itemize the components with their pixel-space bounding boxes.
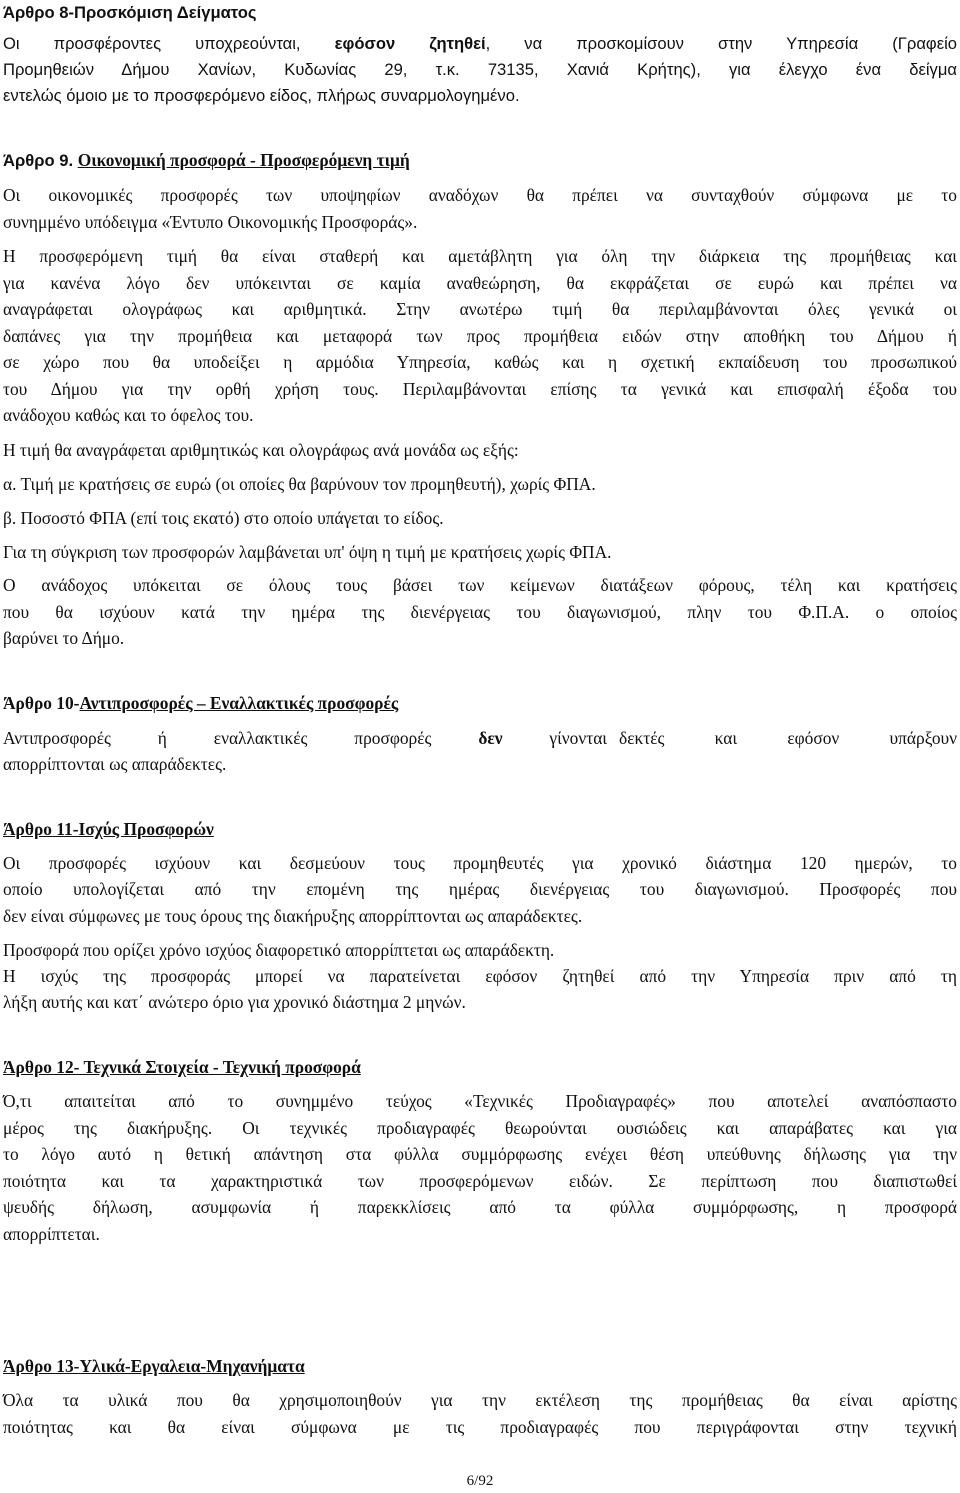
article-10-line-1 [3,726,957,750]
article-12-p1-line: μέρος της διακήρυξης. Οι τεχνικές προδιαγραφές θεωρούνται ουσιώδεις και απαράβατες και για [3,1118,957,1138]
article-10-line-2: απορρίπτονται ως απαράδεκτες. [3,754,227,774]
article-11-p3-line: λήξη αυτής και κατ΄ ανώτερο όριο για χρονικό διάστημα 2 μηνών. [3,992,466,1012]
article-9-p2-line: για κανένα λόγο δεν υπόκεινται σε καμία αναθεώρηση, θα εκφράζεται σε ευρώ και πρέπει να [3,273,957,293]
article-13-p1-line: Όλα τα υλικά που θα χρησιμοποιηθούν για την εκτέλεση της προμήθειας θα είναι αρίστης [3,1390,957,1410]
article-9-title-number: Άρθρο 9. [3,151,78,170]
article-8-line-2: Προμηθειών Δήμου Χανίων, Κυδωνίας 29, τ.κ. 73135, Χανιά Κρήτης), για έλεγχο ένα δείγμα [3,60,957,79]
article-8-title: Άρθρο 8-Προσκόμιση Δείγματος [3,3,257,22]
article-11-title: Άρθρο 11-Ισχύς Προσφορών [3,819,214,839]
article-12-title: Άρθρο 12- Τεχνικά Στοιχεία - Τεχνική προσφορά [3,1057,361,1077]
article-13-title: Άρθρο 13-Υλικά-Εργαλεια-Μηχανήματα [3,1356,305,1376]
article-11-p3-line: Η ισχύς της προσφοράς μπορεί να παρατείνεται εφόσον ζητηθεί από την Υπηρεσία πριν από τη [3,966,957,986]
article-9-p7-line: που θα ισχύουν κατά την ημέρα της διενέργειας του διαγωνισμού, πλην του Φ.Π.Α. ο οποίος [3,602,957,622]
article-11-p1-line: δεν είναι σύμφωνες με τους όρους της διακήρυξης απορρίπτονται ως απαράδεκτες. [3,906,583,926]
article-9-p2-line: ανάδοχου καθώς και το όφελος του. [3,405,254,425]
article-9-p7-line: βαρύνει το Δήμο. [3,628,125,648]
article-12-p1-line: απορρίπτεται. [3,1224,100,1244]
article-10-title-text: Αντιπροσφορές – Εναλλακτικές προσφορές [79,693,399,713]
page-number: 6/92 [466,1473,494,1489]
article-9-p6: Για τη σύγκριση των προσφορών λαμβάνεται υπ' όψη η τιμή με κρατήσεις χωρίς ΦΠΑ. [3,542,612,562]
article-9-title-text: Οικονομική προσφορά - Προσφερόμενη τιμή [77,150,410,170]
article-9-p2-line: του Δήμου για την ορθή χρήση τους. Περιλαμβάνονται επίσης τα γενικά και επισφαλή έξοδα του [3,379,957,399]
article-8-line-1-end: , να προσκομίσουν στην Υπηρεσία (Γραφείο [485,34,958,53]
article-9-p2-line: αναγράφεται ολογράφως και αριθμητικά. Στην ανωτέρω τιμή θα περιλαμβάνονται όλες γενικά οι [3,299,957,319]
article-9-p1-line: συνημμένο υπόδειγμα «Έντυπο Οικονομικής Προσφοράς». [3,212,418,232]
article-9-p1-line: Οι οικονομικές προσφορές των υποψηφίων αναδόχων θα πρέπει να συνταχθούν σύμφωνα με το [3,185,957,205]
article-11-p1-line: οποίο υπολογίζεται από την επομένη της ημέρας διενέργειας του διαγωνισμού. Προσφορές που [3,879,957,899]
article-8-line-3: εντελώς όμοιο με το προσφερόμενο είδος, πλήρως συναρμολογημένο. [3,86,520,105]
article-11-p2: Προσφορά που ορίζει χρόνο ισχύος διαφορετικό απορρίπτεται ως απαράδεκτη. [3,940,555,960]
article-10-line-1-left [3,726,607,750]
article-10-line-1-bold: δεν [478,728,503,748]
article-9-p7-line: Ο ανάδοχος υπόκειται σε όλους τους βάσει των κείμενων διατάξεων φόρους, τέλη και κρατήσεις [3,575,957,595]
article-12-p1-line: Ό,τι απαιτείται από το συνημμένο τεύχος «Τεχνικές Προδιαγραφές» που αποτελεί αναπόσπαστο [3,1091,957,1111]
article-9-p5: β. Ποσοστό ΦΠΑ (επί τοις εκατό) στο οποίο υπάγεται το είδος. [3,508,444,528]
article-8-line-1-bold: εφόσον ζητηθεί [334,34,486,53]
article-10-line-1-end: γίνονται [502,728,607,748]
article-9-title [3,148,957,172]
article-8-line-1 [3,32,957,56]
article-9-p2-line: σε χώρο που θα υποδείξει η αρμόδια Υπηρεσία, καθώς και η σχετική εκπαίδευση του προσωπικού [3,352,957,372]
article-12-p1-line: ποιότητα και τα χαρακτηριστικά των προσφερόμενων ειδών. Σε περίπτωση που διαπιστωθεί [3,1171,957,1191]
article-10-title [3,691,957,715]
article-9-p3: Η τιμή θα αναγράφεται αριθμητικώς και ολογράφως ανά μονάδα ως εξής: [3,440,519,460]
article-11-p1-line: Οι προσφορές ισχύουν και δεσμεύουν τους προμηθευτές για χρονικό διάστημα 120 ημερών, το [3,853,957,873]
article-9-p2-line: Η προσφερόμενη τιμή θα είναι σταθερή και αμετάβλητη για όλη την διάρκεια της προμήθειας και [3,246,957,266]
article-13-p1-line: ποιότητας και θα είναι σύμφωνα με τις προδιαγραφές που περιγράφονται στην τεχνική [3,1417,957,1437]
article-9-p2-line: δαπάνες για την προμήθεια και μεταφορά των προς προμήθεια ειδών στην αποθήκη του Δήμου ή [3,326,957,346]
article-12-p1-line: το λόγο αυτό η θετική απάντηση στα φύλλα συμμόρφωσης ενέχει θέση υπεύθυνης δήλωσης για την [3,1144,957,1164]
article-9-p4: α. Τιμή με κρατήσεις σε ευρώ (οι οποίες θα βαρύνουν τον προμηθευτή), χωρίς ΦΠΑ. [3,474,596,494]
article-10-title-number: Άρθρο 10- [3,693,80,713]
article-10-line-1-start: Αντιπροσφορές ή εναλλακτικές προσφορές [3,728,479,748]
article-10-line-1-right: δεκτές και εφόσον υπάρξουν [619,728,957,748]
article-12-p1-line: ψευδής δήλωση, ασυμφωνία ή παρεκκλίσεις από τα φύλλα συμμόρφωσης, η προσφορά [3,1197,957,1217]
article-8-line-1-start: Οι προσφέροντες υποχρεούνται, [3,34,335,53]
